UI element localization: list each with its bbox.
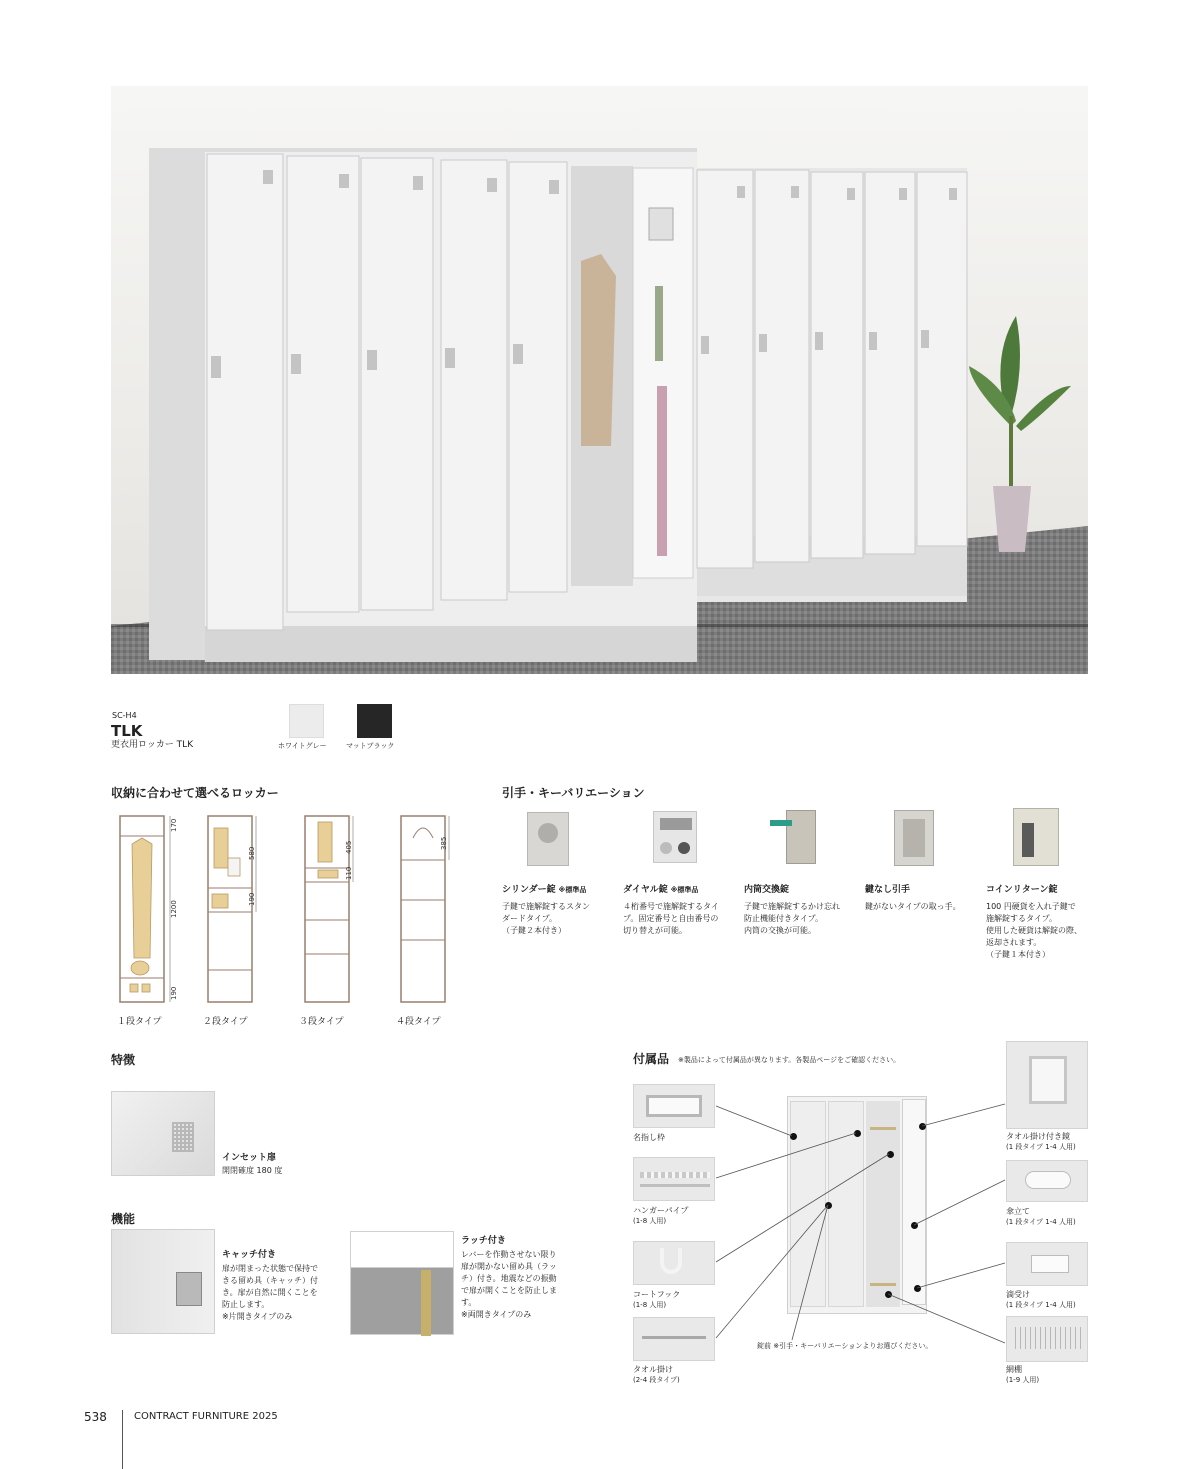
key-dial-line: ４桁番号で施解錠するタイ — [623, 901, 719, 911]
catch-line: き。扉が自然に開くことを — [222, 1287, 318, 1297]
callout-dot — [919, 1123, 926, 1130]
catch-photo — [111, 1229, 215, 1334]
dim-4-tier-main: 385 — [440, 836, 448, 850]
nameplate-frame-photo — [633, 1084, 715, 1128]
functions-heading: 機能 — [111, 1212, 136, 1226]
key-replaceable-line: 防止機能付きタイプ。 — [744, 913, 823, 923]
type-label-3: ３段タイプ — [299, 1017, 344, 1027]
dim-1-tier-top: 170 — [170, 818, 178, 832]
hero-photo — [111, 86, 1088, 674]
key-icon — [770, 820, 792, 826]
latch-photo — [350, 1231, 454, 1335]
latch-line: す。 — [461, 1297, 477, 1307]
key-cylinder-line: 子鍵で施解錠するスタン — [502, 901, 590, 911]
catch-line: 扉が閉まった状態で保持で — [222, 1263, 318, 1273]
key-image-handle — [894, 810, 934, 866]
key-image-coin-return — [1013, 808, 1059, 866]
acc-left-sub: (1-8 人用) — [633, 1301, 667, 1309]
storage-heading: 収納に合わせて選べるロッカー — [111, 786, 279, 800]
key-image-replaceable — [770, 808, 820, 864]
footer-divider — [122, 1410, 123, 1469]
jacket-icon — [318, 822, 332, 862]
accessory-locker-photo — [787, 1096, 927, 1314]
type-label-4: ４段タイプ — [396, 1017, 441, 1027]
catch-line: 防止します。 — [222, 1299, 270, 1309]
key-handle — [865, 884, 983, 913]
catch-line: ※片開きタイプのみ — [222, 1311, 293, 1321]
inset-door-photo — [111, 1091, 215, 1176]
dim-2-tier-shelf: 190 — [248, 892, 256, 906]
key-dial — [623, 884, 741, 937]
page-number: 538 — [84, 1410, 107, 1424]
callout-dot — [825, 1202, 832, 1209]
callout-dot — [854, 1130, 861, 1137]
type-label-2: ２段タイプ — [203, 1017, 248, 1027]
tray-icon — [1031, 1255, 1069, 1273]
key-coin-return-line: 100 円硬貨を入れ子鍵で — [986, 901, 1076, 911]
key-cylinder — [502, 884, 620, 937]
latch-line: 扉が開かない留め具（ラッ — [461, 1261, 557, 1271]
color-label-matte-black: マットブラック — [346, 742, 395, 750]
callout-dot — [887, 1151, 894, 1158]
key-coin-return-line: 施解錠するタイプ。 — [986, 913, 1057, 923]
wire-shelf-photo — [1006, 1316, 1088, 1362]
callout-dot — [914, 1285, 921, 1292]
features-heading: 特徴 — [111, 1053, 136, 1067]
key-image-cylinder — [527, 812, 569, 866]
dim-3-tier-main: 405 — [345, 840, 353, 854]
acc-right-sub: (1 段タイプ 1-4 人用) — [1006, 1301, 1076, 1309]
key-cylinder-tag: ※標準品 — [558, 886, 587, 894]
umbrella-stand-photo — [1006, 1160, 1088, 1202]
accessories-heading: 付属品 — [633, 1052, 670, 1066]
umbrella-holder-icon — [1025, 1171, 1071, 1189]
hanger-pipe-photo — [633, 1157, 715, 1201]
key-dial-tag: ※標準品 — [670, 886, 699, 894]
catch-title: キャッチ付き — [222, 1250, 277, 1260]
key-dial-name: ダイヤル錠 — [623, 885, 668, 895]
key-image-dial — [653, 811, 697, 863]
bag-icon — [131, 961, 149, 975]
acc-left-name: 名指し枠 — [633, 1133, 665, 1142]
key-replaceable-line: 子鍵で施解錠するかけ忘れ — [744, 901, 840, 911]
catch-text — [222, 1249, 342, 1323]
coin-slot-icon — [1022, 823, 1034, 857]
dim-1-tier-bottom: 190 — [170, 986, 178, 1000]
acc-right-name: タオル掛け付き鏡 — [1006, 1132, 1070, 1141]
latch-title: ラッチ付き — [461, 1236, 506, 1246]
key-coin-return-line: （子鍵１本付き） — [986, 949, 1050, 959]
keyhole-icon — [538, 823, 558, 843]
key-replaceable-line: 内筒の交換が可能。 — [744, 925, 816, 935]
catch-line: きる留め具（キャッチ）付 — [222, 1275, 318, 1285]
key-cylinder-name: シリンダー錠 — [502, 885, 556, 895]
hook-icon — [660, 1248, 682, 1274]
jacket-icon — [214, 828, 228, 868]
latch-line: レバーを作動させない限り — [461, 1249, 557, 1259]
color-swatch-matte-black — [357, 704, 392, 738]
locker-room-illustration — [111, 86, 1088, 674]
latch-line: で扉が開くことを防止しま — [461, 1285, 557, 1295]
accessories-note: ※製品によって付属品が異なります。各製品ページをご確認ください。 — [678, 1056, 901, 1064]
locker-type-diagrams — [108, 808, 458, 1010]
keys-heading: 引手・キーバリエーション — [502, 786, 645, 800]
callout-dot — [790, 1133, 797, 1140]
dim-3-tier-shelf: 110 — [345, 866, 353, 880]
bag-icon — [212, 894, 228, 908]
key-replaceable-name: 内筒交換錠 — [744, 885, 790, 895]
drip-tray-photo — [1006, 1242, 1088, 1286]
acc-right-sub: (1-9 人用) — [1006, 1376, 1040, 1384]
acc-left-name: タオル掛け — [633, 1365, 673, 1374]
towel-mirror-photo — [1006, 1041, 1088, 1129]
coat-icon — [132, 838, 152, 958]
dim-2-tier-main: 580 — [248, 846, 256, 860]
latch-icon — [421, 1270, 431, 1336]
color-label-white-grey: ホワイトグレー — [278, 742, 327, 750]
callout-dot — [911, 1222, 918, 1229]
catch-icon — [176, 1272, 202, 1306]
vent-icon — [172, 1122, 194, 1152]
coat-hook-photo — [633, 1241, 715, 1285]
key-coin-return-line: 使用した硬貨は解錠の際、 — [986, 925, 1082, 935]
key-coin-return — [986, 884, 1104, 961]
key-cylinder-line: （子鍵２本付き） — [502, 925, 566, 935]
dim-1-tier-main: 1200 — [170, 900, 178, 918]
product-code: SC-H4 — [112, 711, 137, 720]
inset-door-desc: 開閉確度 180 度 — [222, 1166, 283, 1175]
product-name: TLK — [111, 722, 143, 740]
acc-left-name: ハンガーパイプ — [633, 1206, 689, 1215]
acc-right-sub: (1 段タイプ 1-4 人用) — [1006, 1218, 1076, 1226]
latch-text — [461, 1235, 581, 1321]
key-dial-line: プ。固定番号と自由番号の — [623, 913, 719, 923]
handle-icon — [903, 819, 925, 857]
towel-rail-photo — [633, 1317, 715, 1361]
key-replaceable — [744, 884, 862, 937]
key-cylinder-line: ダードタイプ。 — [502, 913, 557, 923]
shoe-icon — [318, 870, 338, 878]
latch-line: チ）付き。地震などの振動 — [461, 1273, 557, 1283]
mirror-icon — [1029, 1056, 1067, 1104]
acc-left-sub: (1-8 人用) — [633, 1217, 667, 1225]
lock-note: 錠前 ※引手・キーバリエーションよりお選びください。 — [757, 1342, 933, 1350]
key-handle-line: 鍵がないタイプの取っ手。 — [865, 901, 961, 911]
product-subtitle: 更衣用ロッカー TLK — [111, 740, 194, 750]
acc-right-name: 傘立て — [1006, 1207, 1030, 1216]
key-handle-name: 鍵なし引手 — [865, 885, 911, 895]
acc-right-name: 滴受け — [1006, 1290, 1030, 1299]
dial-icon — [660, 818, 692, 830]
acc-right-name: 網棚 — [1006, 1365, 1022, 1374]
acc-left-sub: (2-4 段タイプ) — [633, 1376, 680, 1384]
catalog-name: CONTRACT FURNITURE 2025 — [134, 1411, 278, 1422]
key-coin-return-name: コインリターン錠 — [986, 885, 1058, 895]
acc-left-name: コートフック — [633, 1290, 681, 1299]
shoe-icon — [130, 984, 138, 992]
key-dial-line: 切り替えが可能。 — [623, 925, 687, 935]
latch-line: ※両開きタイプのみ — [461, 1309, 532, 1319]
locker-4-tier-outline — [401, 816, 445, 1002]
callout-dot — [885, 1291, 892, 1298]
type-label-1: １段タイプ — [117, 1017, 162, 1027]
acc-right-sub: (1 段タイプ 1-4 人用) — [1006, 1143, 1076, 1151]
color-swatch-white-grey — [289, 704, 324, 738]
inset-door-title: インセット扉 — [222, 1153, 277, 1163]
key-coin-return-line: 返却されます。 — [986, 937, 1042, 947]
